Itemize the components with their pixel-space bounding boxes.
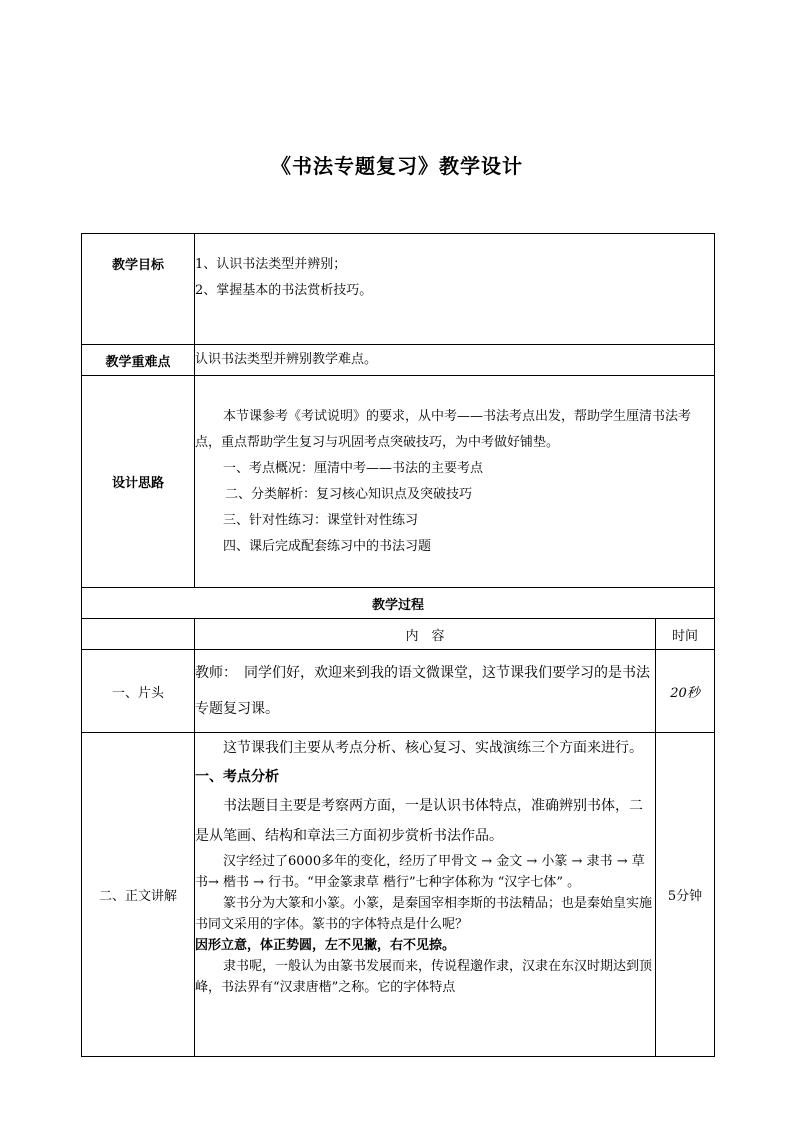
main-content (195, 733, 656, 1057)
opening-row (82, 650, 715, 733)
design-content (195, 376, 715, 588)
opening-time: 20秒 (656, 650, 715, 733)
main-intro: 这节课我们主要从考点分析、核心复习、实战演练三个方面来进行。 (223, 740, 643, 756)
difficulty-text: 认识书法类型并辨别教学难点。 (195, 345, 715, 376)
paragraph: 篆书分为大篆和小篆。小篆，是秦国宰相李斯的书法精品；也是秦始皇实施书同文采用的字体。篆书的字体特点是什么呢？ (195, 896, 653, 932)
main-row (82, 733, 715, 1057)
difficulty-label: 教学重难点 (82, 345, 195, 376)
document-title: 《书法专题复习》教学设计 (271, 154, 523, 178)
difficulty-row (82, 345, 715, 376)
content-column-header: 内 容 (195, 619, 656, 650)
lesson-plan-table (81, 233, 715, 1057)
opening-label: 一、片头 (82, 650, 195, 733)
objectives-row (82, 234, 715, 345)
section-heading: 一、考点分析 (195, 769, 279, 785)
design-row (82, 376, 715, 588)
paragraph-bold: 因形立意，体正势圆，左不见撇，右不见捺。 (195, 938, 456, 953)
opening-text: 教师： 同学们好，欢迎来到我的语文微课堂，这节课我们要学习的是书法专题复习课。 (195, 650, 656, 733)
main-time: 5分钟 (656, 733, 715, 1057)
process-header: 教学过程 (82, 588, 715, 619)
design-step: 三、针对性练习：课堂针对性练习 (223, 512, 419, 528)
objectives-content (195, 234, 715, 345)
paragraph: 书法题目主要是考察两方面，一是认识书体特点，准确辨别书体，二是从笔画、结构和章法三方面初步赏析书法作品。 (195, 798, 643, 844)
objective-item: 1、认识书法类型并辨别； (195, 257, 347, 272)
column-header-row (82, 619, 715, 650)
main-label: 二、正文讲解 (82, 733, 195, 1057)
design-step: 四、课后完成配套练习中的书法习题 (223, 538, 432, 554)
process-header-row (82, 588, 715, 619)
paragraph: 汉字经过了6000多年的变化，经历了甲骨文 → 金文 → 小篆 → 隶书 → 草书→ 楷书 → 行书。“甲金篆隶草 楷行”七种字体称为 “汉字七体” 。 (195, 854, 645, 890)
design-label: 设计思路 (82, 376, 195, 588)
objectives-label: 教学目标 (82, 234, 195, 345)
design-step: 一、考点概况：厘清中考——书法的主要考点 (223, 460, 484, 476)
time-column-header: 时间 (656, 619, 715, 650)
blank-header-cell (82, 619, 195, 650)
paragraph: 隶书呢，一般认为由篆书发展而来，传说程邈作隶，汉隶在东汉时期达到顶峰，书法界有“汉隶唐楷”之称。它的字体特点 (195, 959, 653, 995)
design-step: 二、分类解析：复习核心知识点及突破技巧 (225, 486, 473, 502)
objective-item: 2、掌握基本的书法赏析技巧。 (195, 283, 373, 298)
design-intro: 本节课参考《考试说明》的要求，从中考——书法考点出发，帮助学生厘清书法考点，重点帮助学生复习与巩固考点突破技巧，为中考做好铺垫。 (195, 408, 692, 450)
